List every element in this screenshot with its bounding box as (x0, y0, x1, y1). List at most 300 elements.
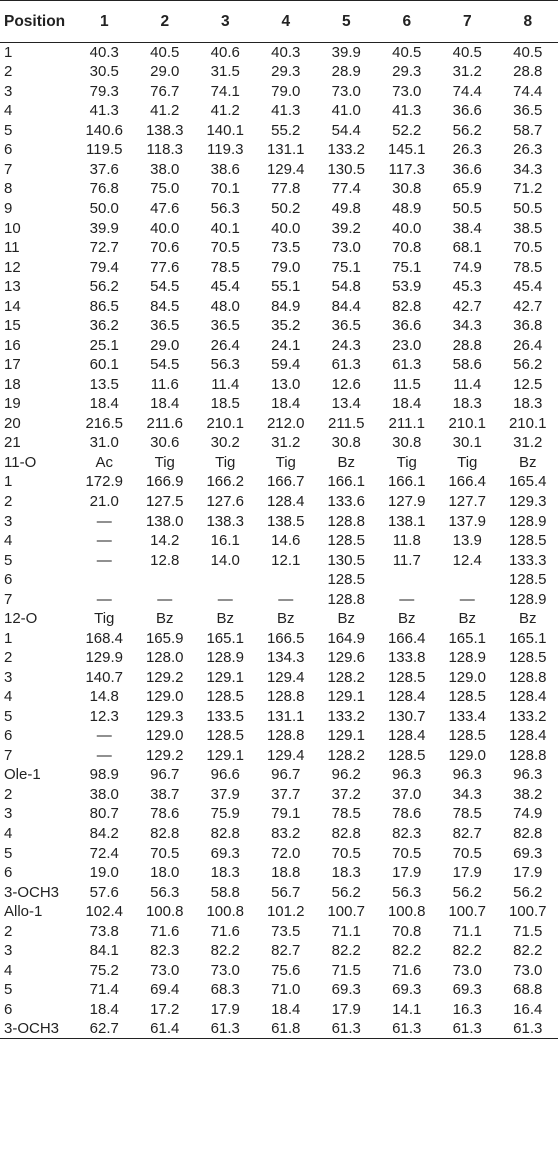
table-row (0, 82, 558, 102)
row-label: 2 (4, 492, 13, 510)
table-cell: 59.4 (271, 356, 301, 374)
table-cell: 18.4 (392, 395, 422, 413)
table-cell: 75.9 (210, 805, 240, 823)
table-row (0, 257, 558, 277)
table-cell: 40.0 (271, 219, 301, 237)
table-cell: 55.2 (271, 121, 301, 139)
table-row (0, 1019, 558, 1039)
table-cell: 117.3 (388, 160, 425, 178)
table-cell: Bz (397, 610, 416, 628)
table-cell: 73.0 (331, 239, 361, 257)
table-cell: 96.3 (452, 766, 482, 784)
table-cell: 129.1 (327, 688, 366, 706)
row-label: 7 (4, 746, 13, 764)
table-cell: 84.2 (89, 825, 119, 843)
table-cell: 131.1 (266, 141, 305, 159)
table-cell: 34.3 (452, 317, 482, 335)
table-cell: 11.5 (392, 375, 421, 393)
row-label: 11 (4, 239, 20, 257)
table-cell: 128.4 (387, 727, 426, 745)
row-label: 13 (4, 278, 21, 296)
table-cell: 30.8 (392, 180, 422, 198)
header-compound-2: 2 (135, 1, 196, 43)
table-cell: Ac (95, 453, 113, 471)
table-cell: 68.1 (452, 239, 482, 257)
table-cell: 16.3 (452, 1000, 482, 1018)
table-cell: Tig (396, 453, 417, 471)
table-cell: 18.0 (150, 864, 180, 882)
table-cell: 19.0 (89, 864, 119, 882)
row-label: 2 (4, 649, 13, 667)
row-label: 6 (4, 141, 13, 159)
table-cell: 82.7 (452, 825, 482, 843)
table-cell: 71.5 (331, 961, 361, 979)
table-cell: 128.5 (327, 571, 366, 589)
table-cell: 210.1 (448, 414, 487, 432)
table-cell: 36.8 (513, 317, 543, 335)
table-cell: 24.1 (271, 336, 301, 354)
table-cell: 127.6 (206, 492, 245, 510)
table-row (0, 1000, 558, 1020)
row-label: Allo-1 (4, 903, 43, 921)
table-cell: 133.4 (448, 707, 487, 725)
table-cell: 78.5 (210, 258, 240, 276)
table-cell: 133.5 (206, 707, 245, 725)
table-cell: 52.2 (392, 121, 422, 139)
table-cell: 172.9 (85, 473, 124, 491)
table-row (0, 492, 558, 512)
table-cell: 96.7 (150, 766, 180, 784)
table-cell: 77.8 (271, 180, 301, 198)
table-body (0, 43, 558, 1039)
table-cell: 70.6 (150, 239, 180, 257)
table-cell: 128.5 (387, 668, 426, 686)
table-cell: 82.8 (392, 297, 422, 315)
table-cell: 128.9 (508, 512, 547, 530)
table-cell: 79.0 (271, 258, 301, 276)
table-cell: 39.9 (89, 219, 119, 237)
row-label: 5 (4, 981, 13, 999)
table-cell: 130.7 (387, 707, 426, 725)
table-row (0, 687, 558, 707)
table-cell: 96.6 (210, 766, 240, 784)
table-cell: 18.3 (331, 864, 361, 882)
table-cell (256, 570, 317, 590)
table-cell: 39.2 (331, 219, 361, 237)
table-cell: 128.5 (206, 688, 245, 706)
table-row (0, 511, 558, 531)
row-label: 5 (4, 707, 13, 725)
table-cell: 26.4 (210, 336, 240, 354)
table-cell: 69.3 (392, 981, 422, 999)
table-cell: 30.1 (452, 434, 482, 452)
table-cell: 18.3 (210, 864, 240, 882)
table-cell: 54.5 (150, 356, 180, 374)
table-row (0, 296, 558, 316)
table-cell: 54.5 (150, 278, 180, 296)
row-label: 18 (4, 375, 21, 393)
row-label: 15 (4, 317, 21, 335)
table-cell: 133.3 (508, 551, 547, 569)
table-cell (135, 570, 196, 590)
table-cell: 130.5 (327, 551, 366, 569)
table-cell: 138.5 (266, 512, 305, 530)
row-label: Ole-1 (4, 766, 41, 784)
table-cell: 137.9 (448, 512, 487, 530)
table-cell: 128.4 (266, 492, 305, 510)
table-cell: 57.6 (89, 883, 119, 901)
table-cell: 70.5 (150, 844, 180, 862)
table-row (0, 902, 558, 922)
table-cell: 73.5 (271, 239, 301, 257)
table-cell: 13.9 (452, 532, 482, 550)
table-cell: 82.8 (150, 825, 180, 843)
table-cell: 79.3 (89, 82, 119, 100)
table-cell: — (96, 551, 112, 569)
table-cell: 71.6 (150, 922, 180, 940)
table-cell: 74.9 (513, 805, 543, 823)
table-cell: 129.4 (266, 160, 305, 178)
header-row (0, 1, 558, 43)
table-cell: 128.8 (508, 668, 547, 686)
table-cell: Tig (215, 453, 236, 471)
table-cell: 23.0 (392, 336, 422, 354)
table-cell: 78.6 (392, 805, 422, 823)
table-cell: 40.5 (392, 44, 422, 62)
table-cell: 129.1 (206, 746, 245, 764)
table-cell: 86.5 (89, 297, 119, 315)
row-label: 3-OCH3 (0, 1019, 74, 1039)
table-cell: 55.1 (271, 278, 301, 296)
table-cell: 74.1 (210, 82, 240, 100)
table-cell: 128.5 (448, 727, 487, 745)
table-cell: 36.6 (452, 102, 482, 120)
table-cell: 18.4 (89, 1000, 119, 1018)
table-cell: 61.3 (195, 1019, 256, 1039)
table-cell: 58.8 (210, 883, 240, 901)
table-cell: 38.0 (89, 785, 119, 803)
table-cell: 58.7 (513, 121, 543, 139)
table-row (0, 375, 558, 395)
table-cell: 40.5 (513, 44, 543, 62)
table-cell: 128.5 (448, 688, 487, 706)
row-label: 3 (4, 512, 13, 530)
table-cell: Tig (94, 610, 115, 628)
table-cell: 164.9 (327, 629, 366, 647)
table-cell: 128.5 (508, 532, 547, 550)
table-cell: 30.6 (150, 434, 180, 452)
table-row (0, 335, 558, 355)
table-cell: 100.8 (206, 903, 245, 921)
row-label: 2 (4, 785, 13, 803)
row-label: 1 (4, 44, 13, 62)
row-label: 4 (4, 961, 13, 979)
table-cell: 53.9 (392, 278, 422, 296)
table-cell: 50.5 (513, 200, 543, 218)
row-label: 3 (4, 942, 13, 960)
table-cell: 128.9 (206, 649, 245, 667)
table-row (0, 609, 558, 629)
table-cell: 41.2 (150, 102, 180, 120)
table-cell: 72.4 (89, 844, 119, 862)
table-cell: — (96, 532, 112, 550)
table-cell: Bz (518, 453, 537, 471)
table-row (0, 843, 558, 863)
table-cell: 61.3 (437, 1019, 498, 1039)
table-cell: 30.8 (331, 434, 361, 452)
header-compound-7: 7 (437, 1, 498, 43)
table-cell: 138.0 (145, 512, 184, 530)
table-cell: 40.0 (150, 219, 180, 237)
table-cell (437, 570, 498, 590)
table-cell: 28.9 (331, 63, 361, 81)
table-cell: 61.3 (377, 1019, 438, 1039)
table-cell: 84.4 (331, 297, 361, 315)
table-cell: 16.1 (210, 532, 240, 550)
table-cell: 40.0 (392, 219, 422, 237)
table-cell: 14.8 (89, 688, 119, 706)
table-cell: 129.4 (266, 668, 305, 686)
row-label: 3 (4, 805, 13, 823)
table-cell: 31.5 (210, 63, 240, 81)
table-cell: 82.8 (210, 825, 240, 843)
table-cell: — (157, 590, 173, 608)
table-cell: 17.9 (210, 1000, 240, 1018)
table-row (0, 43, 558, 63)
table-cell: 56.2 (89, 278, 119, 296)
table-cell: 24.3 (331, 336, 361, 354)
row-label: 6 (4, 727, 13, 745)
table-cell: 11.8 (392, 532, 421, 550)
table-cell: 17.9 (392, 864, 422, 882)
table-cell: 50.2 (271, 200, 301, 218)
table-cell: 71.1 (452, 922, 482, 940)
table-cell: 77.4 (331, 180, 361, 198)
table-cell: 73.5 (271, 922, 301, 940)
table-cell: 128.8 (508, 746, 547, 764)
table-row (0, 785, 558, 805)
table-cell: 29.0 (150, 336, 180, 354)
table-cell: 72.0 (271, 844, 301, 862)
table-cell: 129.3 (508, 492, 547, 510)
row-label: 4 (4, 532, 13, 550)
table-cell: 14.6 (271, 532, 301, 550)
table-cell: Bz (216, 610, 234, 628)
table-cell: 11.4 (211, 375, 240, 393)
table-cell: Bz (155, 610, 174, 628)
table-cell: 100.7 (448, 903, 487, 921)
table-cell: 165.1 (206, 629, 245, 647)
table-cell: 128.4 (508, 727, 547, 745)
table-cell: 119.3 (207, 141, 244, 159)
table-cell: 41.3 (271, 102, 301, 120)
table-cell: 70.5 (210, 239, 240, 257)
table-cell: 216.5 (85, 414, 124, 432)
table-row (0, 62, 558, 82)
table-cell: 56.3 (150, 883, 180, 901)
table-cell: 14.0 (210, 551, 240, 569)
table-cell: 73.0 (452, 961, 482, 979)
table-cell: 128.5 (206, 727, 245, 745)
table-row (0, 980, 558, 1000)
table-cell: 34.3 (513, 160, 543, 178)
table-cell: — (278, 590, 294, 608)
row-label: 2 (4, 63, 13, 81)
table-cell: — (96, 727, 112, 745)
table-cell: 26.3 (513, 141, 543, 159)
table-cell: 128.5 (508, 571, 547, 589)
table-cell: 165.1 (448, 629, 487, 647)
table-row (0, 179, 558, 199)
table-cell: 128.9 (448, 649, 487, 667)
table-row (0, 472, 558, 492)
table-cell: 165.9 (145, 629, 184, 647)
table-cell: 119.5 (86, 141, 123, 159)
table-row (0, 628, 558, 648)
table-cell: 78.5 (513, 258, 543, 276)
table-cell: 82.7 (271, 942, 301, 960)
table-cell: 12.4 (452, 551, 482, 569)
table-cell: 145.1 (387, 141, 426, 159)
table-cell: 128.8 (327, 590, 366, 608)
table-cell: 36.2 (89, 317, 119, 335)
table-cell: 133.8 (387, 649, 426, 667)
row-label: 5 (4, 551, 13, 569)
table-cell: 31.2 (452, 63, 482, 81)
row-label: 3-OCH3 (4, 883, 60, 901)
table-cell: 70.8 (392, 922, 422, 940)
table-cell: — (459, 590, 475, 608)
table-cell: 69.3 (331, 981, 361, 999)
table-cell: 80.7 (89, 805, 119, 823)
table-cell: — (96, 746, 112, 764)
table-cell: 14.1 (392, 1000, 422, 1018)
table-cell: 118.3 (146, 141, 183, 159)
table-cell: Bz (518, 610, 537, 628)
table-cell: 56.2 (513, 883, 543, 901)
table-cell: 47.6 (150, 200, 180, 218)
table-cell: 212.0 (266, 414, 305, 432)
table-cell: 36.6 (452, 160, 482, 178)
table-row (0, 140, 558, 160)
table-cell: 61.4 (135, 1019, 196, 1039)
table-row (0, 746, 558, 766)
table-cell: 71.6 (210, 922, 240, 940)
table-row (0, 394, 558, 414)
table-cell: 40.3 (89, 44, 119, 62)
table-row (0, 355, 558, 375)
table-cell: 166.9 (145, 473, 184, 491)
table-cell: 129.0 (448, 746, 487, 764)
table-row (0, 863, 558, 883)
table-cell: 79.0 (271, 82, 301, 100)
table-cell: 129.0 (448, 668, 487, 686)
table-cell: 82.8 (513, 825, 543, 843)
table-cell: 100.7 (508, 903, 547, 921)
header-position: Position (0, 1, 74, 43)
table-cell: 129.9 (85, 649, 124, 667)
table-cell: 11.6 (150, 375, 179, 393)
table-row (0, 570, 558, 590)
table-cell: 166.4 (387, 629, 426, 647)
table-cell: 38.7 (150, 785, 180, 803)
table-cell: 128.4 (508, 688, 547, 706)
table-cell: 128.9 (508, 590, 547, 608)
table-cell: 30.5 (89, 63, 119, 81)
table-cell: 70.5 (452, 844, 482, 862)
table-cell: 31.2 (271, 434, 301, 452)
table-cell: 29.0 (150, 63, 180, 81)
table-cell: 98.9 (89, 766, 119, 784)
table-cell: 56.3 (210, 356, 240, 374)
row-label: 11-O (4, 453, 37, 471)
table-cell: 25.1 (89, 336, 119, 354)
table-cell: 70.8 (392, 239, 422, 257)
table-row (0, 121, 558, 141)
row-label: 4 (4, 825, 13, 843)
row-label: 21 (4, 434, 21, 452)
table-cell: 35.2 (271, 317, 301, 335)
table-cell: 68.3 (210, 981, 240, 999)
table-cell: 17.9 (452, 864, 482, 882)
table-cell: 100.8 (145, 903, 184, 921)
table-row (0, 648, 558, 668)
table-cell: 74.4 (452, 82, 482, 100)
table-cell: Bz (276, 610, 295, 628)
table-cell: 78.5 (331, 805, 361, 823)
table-cell: 31.2 (513, 434, 543, 452)
table-cell: 56.2 (513, 356, 543, 374)
table-cell: 26.3 (452, 141, 482, 159)
table-cell: 56.2 (331, 883, 361, 901)
table-cell: 82.3 (150, 942, 180, 960)
row-label: 4 (4, 688, 13, 706)
row-label: 5 (4, 844, 13, 862)
table-cell: 70.5 (392, 844, 422, 862)
table-cell: 49.8 (331, 200, 361, 218)
table-cell: 40.3 (271, 44, 301, 62)
table-cell: Bz (458, 610, 476, 628)
table-cell: 129.0 (145, 688, 184, 706)
table-cell: 69.3 (513, 844, 543, 862)
row-label: 1 (4, 629, 13, 647)
table-row (0, 668, 558, 688)
table-cell: 82.2 (452, 942, 482, 960)
table-cell: 36.5 (513, 102, 543, 120)
table-cell: 82.8 (331, 825, 361, 843)
table-header (0, 1, 558, 43)
table-cell: 129.2 (145, 746, 184, 764)
table-cell: 129.4 (266, 746, 305, 764)
table-cell: 61.8 (256, 1019, 317, 1039)
table-cell: 74.9 (452, 258, 482, 276)
table-cell: 127.9 (387, 492, 426, 510)
table-row (0, 960, 558, 980)
table-cell: 40.1 (210, 219, 240, 237)
table-cell: 129.6 (327, 649, 366, 667)
row-label: 8 (4, 180, 13, 198)
table-cell: 58.6 (452, 356, 482, 374)
table-cell: 72.7 (89, 239, 119, 257)
table-cell (74, 570, 135, 590)
table-cell: 34.3 (452, 785, 482, 803)
table-cell: 41.3 (392, 102, 422, 120)
table-cell: 73.0 (392, 82, 422, 100)
table-row (0, 882, 558, 902)
table-cell: 84.1 (89, 942, 119, 960)
row-label: 12-O (4, 610, 38, 628)
table-row (0, 550, 558, 570)
